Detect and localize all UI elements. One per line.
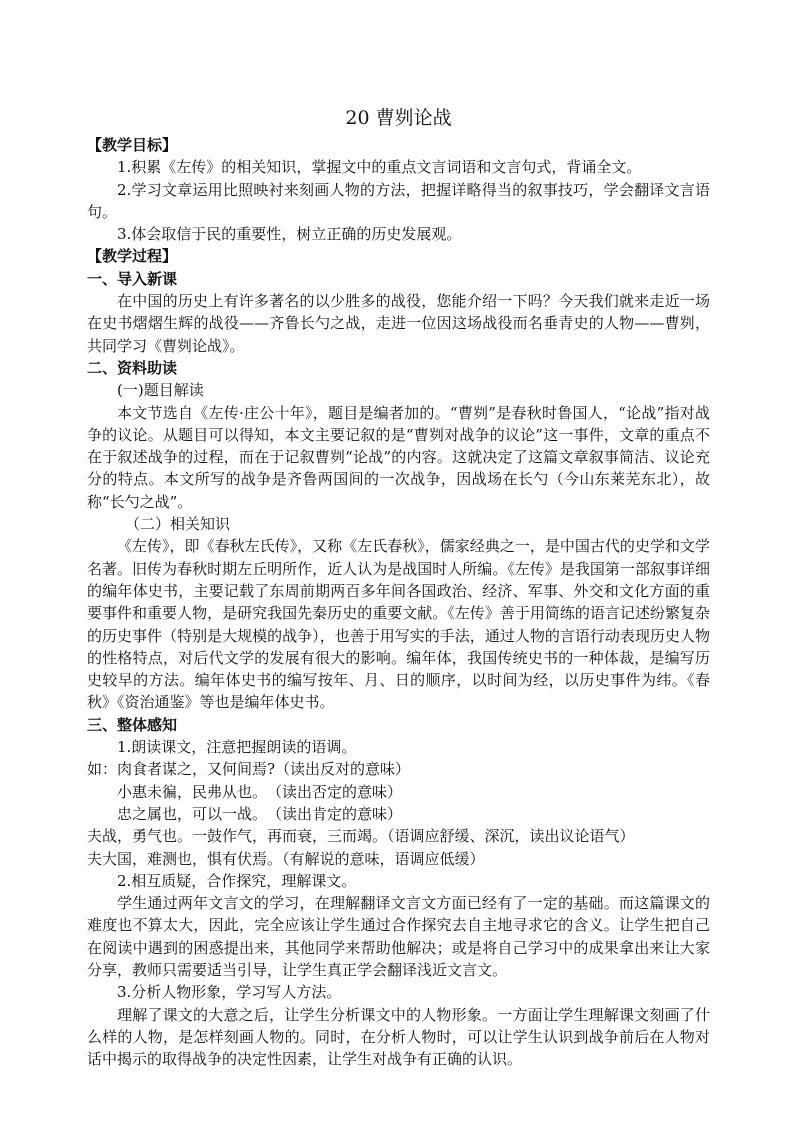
related-knowledge-heading: （二）相关知识 [125,515,231,534]
title-interpretation-paragraph: 本文节选自《左传·庄公十年》，题目是编者加的。“曹刿”是春秋时鲁国人，“论战”指对战争的议论。从题目可以得知，本文主要记叙的是“曹刿对战争的议论”这一事件，文章的重点不在于叙述战争的过程，而在于记叙曹刿“论战”的内容。这就决定了这篇文章叙事简洁、议论充分的特点。本文所写的战争是齐鲁两国间的一次战争，因战场在长勺（今山东莱芜东北），故称“长勺之战”。 [87,403,710,511]
overview-item-3-paragraph: 理解了课文的大意之后，让学生分析课文中的人物形象。一方面让学生理解课文刻画了什么样的人物，是怎样刻画人物的。同时，在分析人物时，可以让学生认识到战争前后在人物对话中揭示的取得战争的决定性因素，让学生对战争有正确的认识。 [87,1005,710,1069]
title-interpretation-heading: (一)题目解读 [117,381,204,400]
goal-1: 1.积累《左传》的相关知识，掌握文中的重点文言词语和文言句式，背诵全文。 [117,158,642,177]
overview-heading: 三、整体感知 [87,715,178,734]
intro-heading: 一、导入新课 [87,269,178,288]
reading-example-3: 忠之属也，可以一战。 （读出肯定的意味） [117,804,403,823]
goals-heading: 【教学目标】 [87,136,178,154]
goal-3: 3.体会取信于民的重要性，树立正确的历史发展观。 [117,225,462,244]
overview-item-2: 2.相互质疑，合作探究，理解课文。 [117,871,357,890]
goal-2: 2.学习文章运用比照映衬来刻画人物的方法，把握详略得当的叙事技巧，学会翻译文言语句。 [87,180,710,221]
process-heading: 【教学过程】 [87,247,178,266]
overview-item-2-paragraph: 学生通过两年文言文的学习，在理解翻译文言文方面已经有了一定的基础。而这篇课文的难度也不算太大，因此，完全应该让学生通过合作探究去自主地寻求它的含义。让学生把自己在阅读中遇到的困惑提出来，其他同学来帮助他解决；或是将自己学习中的成果拿出来让大家分享，教师只需要适当引导，让学生真正学会翻译浅近文言文。 [87,894,710,979]
reading-example-1: 如：肉食者谋之，又何间焉?（读出反对的意味） [87,760,411,779]
related-knowledge-paragraph: 《左传》，即《春秋左氏传》，又称《左氏春秋》，儒家经典之一，是中国古代的史学和文学名著。旧传为春秋时期左丘明所作，近人认为是战国时人所编。《左传》是我国第一部叙事详细的编年体史书，主要记载了东周前期两百多年间各国政治、经济、军事、外交和文化方面的重要事件和重要人物，是研究我国先秦历史的重要文献。《左传》善于用简练的语言记述纷繁复杂的历史事件（特别是大规模的战争），也善于用写实的手法，通过人物的言语行动表现历史人物的性格特点，对后代文学的发展有很大的影响。编年体，我国传统史书的一种体裁，是编写历史较早的方法。编年体史书的编写按年、月、日的顺序，以时间为经，以历史事件为纬。《春秋》《资治通鉴》等也是编年体史书。 [87,537,710,712]
overview-item-1: 1.朗读课文，注意把握朗读的语调。 [117,738,357,757]
overview-item-3: 3.分析人物形象，学习写人方法。 [117,983,342,1002]
materials-heading: 二、资料助读 [87,358,178,377]
page-title: 20 曹刿论战 [345,107,452,129]
reading-example-5: 夫大国，难测也，惧有伏焉。（有解说的意味，语调应低缓） [87,849,485,868]
reading-example-2: 小惠未徧，民弗从也。 （读出否定的意味） [117,782,403,801]
reading-example-4: 夫战，勇气也。一鼓作气，再而衰，三而竭。（语调应舒缓、深沉，读出议论语气） [87,827,635,846]
intro-paragraph: 在中国的历史上有许多著名的以少胜多的战役，您能介绍一下吗？今天我们就来走近一场在史书熠熠生辉的战役——齐鲁长勺之战，走进一位因这场战役而名垂青史的人物——曹刿，共同学习《曹刿论战》。 [87,292,710,355]
document-body [87,103,710,1070]
